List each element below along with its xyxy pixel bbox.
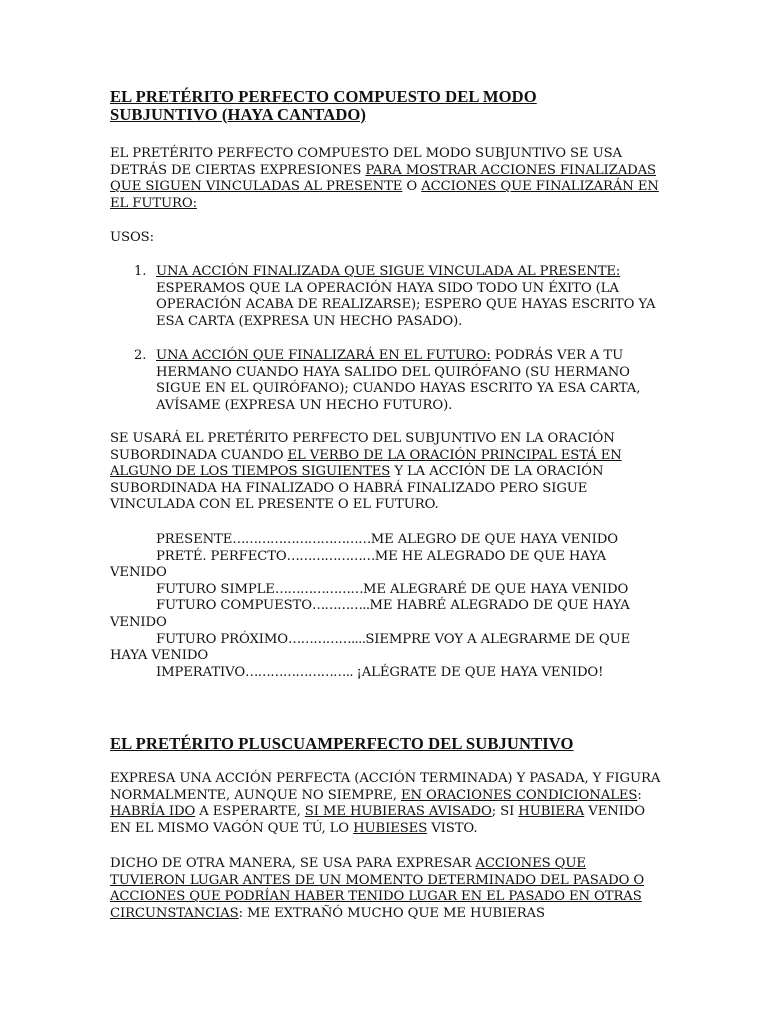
- tense-row: [110, 632, 665, 665]
- usage-paragraph: [110, 431, 665, 514]
- tense-name: IMPERATIVO: [156, 664, 246, 680]
- tense-example: ME HE ALEGRADO DE QUE HAYA VENIDO: [110, 548, 607, 581]
- plusc-text: EXPRESA UNA ACCIÓN PERFECTA (ACCIÓN TERMINADA) Y PASADA, Y FIGURA NORMALMENTE, AUNQUE NO SIEMPRE,: [110, 771, 661, 803]
- tense-dots: …………..: [311, 598, 370, 614]
- heading-pluscuamperfecto-text: EL PRETÉRITO PLUSCUAMPERFECTO DEL SUBJUNTIVO: [110, 734, 574, 753]
- tense-dots: ……………....: [288, 631, 366, 647]
- heading-perfecto: [110, 88, 665, 123]
- plusc-underline: HUBIESES: [353, 820, 428, 836]
- list-item-title: UNA ACCIÓN QUE FINALIZARÁ EN EL FUTURO:: [156, 348, 491, 363]
- tense-row: [110, 549, 665, 582]
- list-number: 2.: [134, 348, 147, 363]
- intro-underline-1: PARA MOSTRAR ACCIONES FINALIZADAS QUE SIGUEN VINCULADAS AL PRESENTE: [110, 162, 656, 195]
- plusc-underline: HABRÍA IDO: [110, 804, 196, 820]
- intro-underline-2: ACCIONES QUE FINALIZARÁN EN EL FUTURO:: [110, 179, 659, 211]
- usos-text: USOS:: [110, 230, 154, 245]
- usage-underline: EL VERBO DE LA ORACIÓN PRINCIPAL ESTÁ EN ALGUNO DE LOS TIEMPOS SIGUIENTES: [110, 447, 622, 480]
- tense-example: ¡ALÉGRATE DE QUE HAYA VENIDO!: [356, 664, 604, 680]
- usage-text-2: Y LA ACCIÓN DE LA ORACIÓN SUBORDINADA HA FINALIZADO O HABRÁ FINALIZADO PERO SIGUE VINCULADA CON EL PRESENTE O EL FUTURO.: [110, 464, 604, 513]
- tense-name: PRETÉ. PERFECTO: [156, 548, 287, 564]
- plusc-underline: EN ORACIONES CONDICIONALES: [401, 787, 638, 803]
- heading-line-2: SUBJUNTIVO (HAYA CANTADO): [110, 104, 367, 124]
- list-item-1: [110, 264, 665, 330]
- tense-name: FUTURO PRÓXIMO: [156, 631, 289, 647]
- intro-text-2: O: [402, 179, 422, 195]
- tense-name: FUTURO COMPUESTO: [156, 598, 312, 614]
- tense-examples: [110, 532, 665, 681]
- tense-example: ME HABRÉ ALEGRADO DE QUE HAYA VENIDO: [110, 598, 630, 630]
- heading-line-1: EL PRETÉRITO PERFECTO COMPUESTO DEL MODO: [110, 87, 537, 106]
- tense-row: [110, 665, 665, 682]
- plusc-text: ; SI: [491, 804, 519, 820]
- list-item-text: PODRÁS VER A TU HERMANO CUANDO HAYA SALIDO DEL QUIRÓFANO (SU HERMANO SIGUE EN EL QUIRÓFANO); CUANDO HAYAS ESCRITO YA ESA CARTA, AVÍSAME (EXPRESA UN HECHO FUTURO).: [156, 348, 641, 413]
- dicho-text-2: : ME EXTRAÑÓ MUCHO QUE ME HUBIERAS: [238, 905, 545, 921]
- dicho-paragraph: [110, 856, 665, 922]
- tense-example: ME ALEGRO DE QUE HAYA VENIDO: [370, 532, 618, 547]
- list-item-2: [110, 348, 665, 414]
- plusc-text: VENIDO EN EL MISMO VAGÓN QUE TÚ, LO: [110, 804, 645, 836]
- usage-text: SE USARÁ EL PRETÉRITO PERFECTO DEL SUBJUNTIVO EN LA ORACIÓN SUBORDINADA CUANDO: [110, 431, 615, 463]
- tense-example: SIEMPRE VOY A ALEGRARME DE QUE HAYA VENIDO: [110, 631, 631, 664]
- plusc-text: A ESPERARTE,: [195, 804, 305, 820]
- dicho-text: DICHO DE OTRA MANERA, SE USA PARA EXPRESAR: [110, 856, 476, 871]
- plusc-text: VISTO.: [427, 820, 478, 836]
- list-number: 1.: [134, 264, 147, 279]
- plusc-underline: SI ME HUBIERAS AVISADO: [304, 804, 492, 820]
- tense-example: ME ALEGRARÉ DE QUE HAYA VENIDO: [362, 581, 629, 597]
- intro-paragraph: [110, 146, 665, 212]
- tense-dots: ……………………..: [245, 664, 357, 680]
- dicho-underline: ACCIONES QUE TUVIERON LUGAR ANTES DE UN MOMENTO DETERMINADO DEL PASADO O ACCIONES QUE PODRÍAN HABER TENIDO LUGAR EN EL PASADO EN OTRAS CIRCUNSTANCIAS: [110, 856, 645, 921]
- tense-name: PRESENTE: [156, 532, 233, 547]
- list-item-title: UNA ACCIÓN FINALIZADA QUE SIGUE VINCULADA AL PRESENTE:: [156, 264, 621, 279]
- tense-row: [110, 598, 665, 631]
- heading-pluscuamperfecto: [110, 735, 665, 753]
- tense-row: [110, 532, 665, 549]
- tense-name: FUTURO SIMPLE: [156, 581, 275, 597]
- tense-dots: ……………………………: [232, 532, 371, 547]
- usos-label: [110, 230, 665, 247]
- tense-dots: …………………: [274, 581, 363, 597]
- tense-row: [110, 582, 665, 599]
- pluscuamperfecto-paragraph: [110, 771, 665, 837]
- tense-dots: …………………: [286, 548, 375, 564]
- plusc-underline: HUBIERA: [518, 804, 585, 820]
- plusc-text: :: [637, 787, 642, 803]
- list-item-text: ESPERAMOS QUE LA OPERACIÓN HAYA SIDO TODO UN ÉXITO (LA OPERACIÓN ACABA DE REALIZARSE); ESPERO QUE HAYAS ESCRITO YA ESA CARTA (EXPRESA UN HECHO PASADO).: [156, 280, 656, 329]
- intro-text: EL PRETÉRITO PERFECTO COMPUESTO DEL MODO SUBJUNTIVO SE USA DETRÁS DE CIERTAS EXPRESIONES: [110, 146, 622, 178]
